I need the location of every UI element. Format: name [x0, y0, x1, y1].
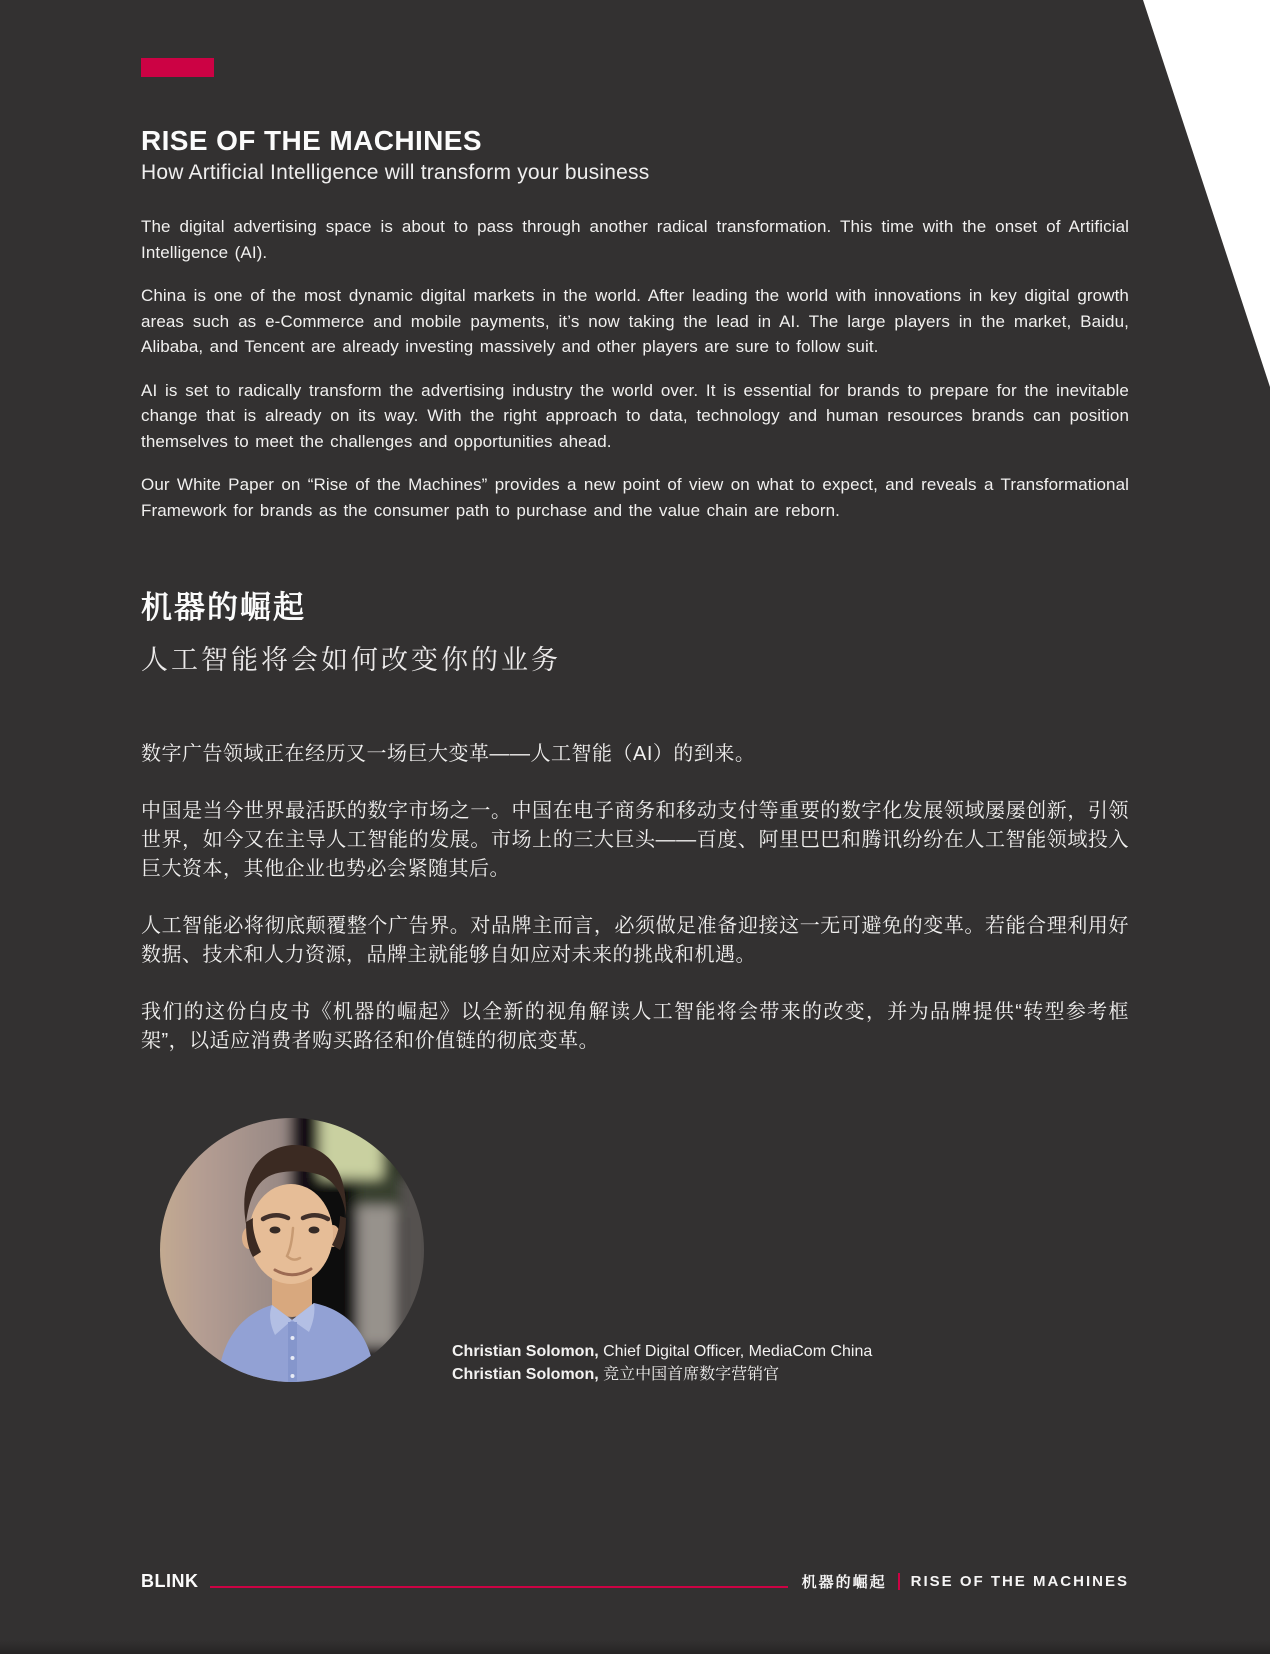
page-bottom-edge	[0, 1640, 1270, 1654]
chinese-paragraph-2: 中国是当今世界最活跃的数字市场之一。中国在电子商务和移动支付等重要的数字化发展领域屡屡创新，引领世界，如今又在主导人工智能的发展。市场上的三大巨头——百度、阿里巴巴和腾讯纷纷在人工智能领域投入巨大资本，其他企业也势必会紧随其后。	[141, 800, 1129, 880]
chinese-intro-section	[141, 740, 1129, 1084]
english-paragraph-4: Our White Paper on “Rise of the Machines” provides a new point of view on what to expect, and reveals a Transformational Framework for brands as the consumer path to purchase and the value chain are reborn.	[141, 475, 1129, 520]
portrait-photo	[160, 1118, 424, 1382]
page-subtitle: How Artificial Intelligence will transform your business	[141, 161, 650, 184]
page-footer	[141, 1568, 1129, 1594]
portrait-caption	[452, 1340, 872, 1386]
page-header	[141, 124, 1129, 185]
chinese-paragraph-1: 数字广告领域正在经历又一场巨大变革——人工智能（AI）的到来。	[141, 743, 756, 765]
english-paragraph-1: The digital advertising space is about to pass through another radical transformation. This time with the onset of Artificial Intelligence (AI).	[141, 217, 1129, 262]
accent-red-block	[141, 58, 214, 77]
caption-line-en	[452, 1340, 872, 1363]
caption-name-cn: Christian Solomon,	[452, 1366, 599, 1383]
chinese-section-title: 机器的崛起	[141, 590, 306, 625]
footer-brand-blink: BLINK	[141, 1570, 199, 1591]
english-paragraph-2: China is one of the most dynamic digital markets in the world. After leading the world with innovations in key digital growth areas such as e-Commerce and mobile payments, it’s now taking the lead in AI. The large players in the market, Baidu, Alibaba, and Tencent are already investing massively and other players are sure to follow suit.	[141, 286, 1129, 356]
caption-line-cn	[452, 1363, 872, 1386]
chinese-paragraph-3: 人工智能必将彻底颠覆整个广告界。对品牌主而言，必须做足准备迎接这一无可避免的变革。若能合理利用好数据、技术和人力资源，品牌主就能够自如应对未来的挑战和机遇。	[141, 915, 1129, 966]
footer-title-chinese: 机器的崛起	[801, 1573, 887, 1591]
caption-role-cn: 竞立中国首席数字营销官	[598, 1366, 780, 1383]
caption-name-en: Christian Solomon,	[452, 1343, 599, 1360]
english-paragraph-3: AI is set to radically transform the advertising industry the world over. It is essential for brands to prepare for the inevitable change that is already on its way. With the right approach to data, technology and human resources brands can position themselves to meet the challenges and opportunities ahead.	[141, 380, 1129, 451]
chinese-paragraph-4: 我们的这份白皮书《机器的崛起》以全新的视角解读人工智能将会带来的改变，并为品牌提供“转型参考框架”，以适应消费者购买路径和价值链的彻底变革。	[141, 1001, 1129, 1052]
page-title: RISE OF THE MACHINES	[141, 125, 482, 156]
footer-rule-line	[210, 1586, 788, 1588]
footer-title-english: RISE OF THE MACHINES	[910, 1572, 1129, 1590]
portrait-photo-illustration	[160, 1118, 424, 1382]
corner-cut-decoration	[1143, 0, 1270, 387]
caption-role-en: Chief Digital Officer, MediaCom China	[598, 1343, 873, 1360]
english-intro-section	[141, 214, 1129, 541]
chinese-section-subtitle: 人工智能将会如何改变你的业务	[141, 645, 561, 675]
footer-divider-line	[898, 1573, 900, 1590]
